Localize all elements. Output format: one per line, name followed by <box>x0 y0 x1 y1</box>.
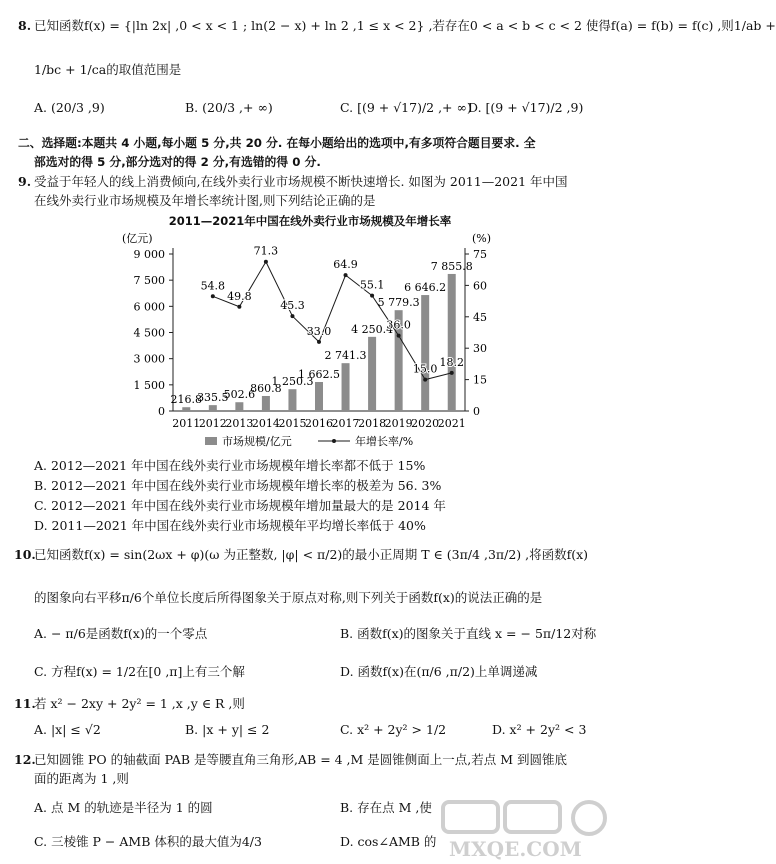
x-tick-label: 2014 <box>251 417 280 430</box>
right-tick-label: 0 <box>473 405 480 418</box>
option-b: B. 存在点 M ,使 <box>340 800 432 815</box>
x-tick-label: 2018 <box>358 417 387 430</box>
growth-point <box>317 340 321 344</box>
question-stem: 若 x² − 2xy + 2y² = 1 ,x ,y ∈ R ,则 <box>34 696 245 711</box>
growth-point <box>211 294 215 298</box>
growth-point <box>370 294 374 298</box>
option-c: C. 三棱锥 P − AMB 体积的最大值为4/3 <box>34 834 262 849</box>
growth-label: 15.0 <box>412 362 438 376</box>
bar <box>368 337 376 411</box>
left-tick-label: 1 500 <box>133 378 165 392</box>
option-d: D. 函数f(x)在(π/6 ,π/2)上单调递减 <box>340 664 538 679</box>
question-number: 8. <box>18 18 32 33</box>
x-tick-label: 2019 <box>384 417 413 430</box>
left-tick-label: 9 000 <box>133 248 165 261</box>
growth-label: 36.0 <box>386 318 411 332</box>
legend-bar-swatch <box>205 437 217 445</box>
x-tick-label: 2011 <box>172 417 201 430</box>
question-stem-cont: 在线外卖行业市场规模及年增长率统计图,则下列结论正确的是 <box>34 193 376 208</box>
watermark-logo <box>441 800 616 860</box>
bar <box>209 405 217 411</box>
legend-line-label: 年增长率/% <box>355 435 414 448</box>
option-b: B. (20/3 ,+ ∞) <box>185 100 273 115</box>
bar-label: 7 855.8 <box>430 259 473 273</box>
bar <box>235 402 243 411</box>
question-stem: 已知函数f(x) = {|ln 2x| ,0 < x < 1 ; ln(2 − x) + ln 2 ,1 ≤ x < 2} ,若存在0 < a < b < c < 2 使得f(a) = f(b) = f(c) ,则1/ab + <box>34 18 776 33</box>
bar-label: 4 250.4 <box>351 322 394 336</box>
bar-label: 860.8 <box>250 381 282 395</box>
left-tick-label: 0 <box>158 405 165 418</box>
x-tick-label: 2016 <box>305 417 333 430</box>
right-axis-label: (%) <box>472 232 492 245</box>
option-d: D. 2011—2021 年中国在线外卖行业市场规模年平均增长率低于 40% <box>34 518 426 533</box>
bar <box>288 389 296 411</box>
question-stem: 受益于年轻人的线上消费倾向,在线外卖行业市场规模不断快速增长. 如图为 2011—2021 年中国 <box>34 174 568 189</box>
growth-label: 55.1 <box>359 278 385 292</box>
option-a: A. 2012—2021 年中国在线外卖行业市场规模年增长率都不低于 15% <box>34 458 426 473</box>
bar <box>448 274 456 411</box>
growth-point <box>397 334 401 338</box>
growth-label: 54.8 <box>200 279 226 293</box>
x-tick-label: 2017 <box>331 417 360 430</box>
growth-label: 71.3 <box>253 244 279 258</box>
bar-label: 6 646.2 <box>404 281 447 295</box>
bar-label: 1 250.3 <box>271 375 314 389</box>
option-a: A. − π/6是函数f(x)的一个零点 <box>34 626 208 641</box>
question-stem: 已知函数f(x) = sin(2ωx + φ)(ω 为正整数, |φ| < π/2)的最小正周期 T ∈ (3π/4 ,3π/2) ,将函数f(x) <box>34 547 589 562</box>
growth-label: 45.3 <box>280 299 305 313</box>
growth-point <box>450 371 454 375</box>
bar-label: 335.5 <box>197 391 229 405</box>
legend-line-marker <box>332 439 336 443</box>
growth-point <box>264 260 268 264</box>
option-c: C. x² + 2y² > 1/2 <box>340 722 447 737</box>
bar-label: 5 779.3 <box>377 296 420 310</box>
left-tick-label: 3 000 <box>133 352 165 366</box>
question-number: 10. <box>14 547 36 562</box>
right-tick-label: 45 <box>473 310 487 324</box>
x-tick-label: 2020 <box>411 417 440 430</box>
question-stem-cont: 面的距离为 1 ,则 <box>34 771 129 786</box>
question-number: 9. <box>18 174 32 189</box>
option-d: D. [(9 + √17)/2 ,9) <box>468 100 584 115</box>
question-number: 12. <box>14 752 36 767</box>
left-tick-label: 6 000 <box>133 300 165 314</box>
bar <box>315 382 323 411</box>
growth-label: 33.0 <box>306 324 332 338</box>
option-a: A. 点 M 的轨迹是半径为 1 的圆 <box>34 800 213 815</box>
section-title: 二、选择题:本题共 4 小题,每小题 5 分,共 20 分. 在每小题给出的选项中,有多项符合题目要求. 全 <box>18 136 536 150</box>
watermark-text: MXQE.COM <box>449 837 582 861</box>
bar <box>342 363 350 411</box>
option-d: D. x² + 2y² < 3 <box>492 722 587 737</box>
question-number: 11. <box>14 696 36 711</box>
x-tick-label: 2012 <box>198 417 227 430</box>
bar-label: 502.6 <box>223 388 256 402</box>
market-chart <box>0 225 620 475</box>
question-stem: 已知圆锥 PO 的轴截面 PAB 是等腰直角三角形,AB = 4 ,M 是圆锥侧面上一点,若点 M 到圆锥底 <box>34 752 568 767</box>
right-tick-label: 30 <box>473 342 487 356</box>
right-tick-label: 15 <box>473 373 487 387</box>
option-a: A. |x| ≤ √2 <box>34 722 101 737</box>
section-title-cont: 部选对的得 5 分,部分选对的得 2 分,有选错的得 0 分. <box>34 155 321 169</box>
growth-point <box>237 305 241 309</box>
bar-label: 216.8 <box>170 393 203 407</box>
option-c: C. [(9 + √17)/2 ,+ ∞) <box>340 100 472 115</box>
bar <box>421 295 429 411</box>
growth-point <box>423 378 427 382</box>
legend-bar-label: 市场规模/亿元 <box>222 435 292 448</box>
chart-title: 2011—2021年中国在线外卖行业市场规模及年增长率 <box>168 214 452 228</box>
question-stem-cont: 1/bc + 1/ca的取值范围是 <box>34 62 182 77</box>
bar-label: 1 662.5 <box>298 367 340 381</box>
growth-label: 49.8 <box>227 289 252 303</box>
right-tick-label: 75 <box>473 248 487 261</box>
option-b: B. |x + y| ≤ 2 <box>185 722 270 737</box>
option-d: D. cos∠AMB 的 <box>340 834 437 849</box>
option-a: A. (20/3 ,9) <box>34 100 105 115</box>
x-tick-label: 2021 <box>437 417 466 430</box>
growth-label: 64.9 <box>333 258 358 272</box>
right-tick-label: 60 <box>473 279 487 293</box>
growth-label: 18.2 <box>439 355 464 369</box>
question-stem-cont: 的图象向右平移π/6个单位长度后所得图象关于原点对称,则下列关于函数f(x)的说法正确的是 <box>34 590 543 605</box>
option-c: C. 2012—2021 年中国在线外卖行业市场规模年增加量最大的是 2014 年 <box>34 498 446 513</box>
left-tick-label: 4 500 <box>133 326 165 340</box>
option-b: B. 2012—2021 年中国在线外卖行业市场规模年增长率的极差为 56. 3% <box>34 478 442 493</box>
x-tick-label: 2015 <box>278 417 307 430</box>
option-b: B. 函数f(x)的图象关于直线 x = − 5π/12对称 <box>340 626 597 641</box>
bar <box>262 396 270 411</box>
growth-point <box>344 273 348 277</box>
option-c: C. 方程f(x) = 1/2在[0 ,π]上有三个解 <box>34 664 245 679</box>
left-tick-label: 7 500 <box>133 274 165 288</box>
growth-point <box>290 314 294 318</box>
left-axis-label: (亿元) <box>122 232 153 245</box>
bar <box>182 407 190 411</box>
bar-label: 2 741.3 <box>324 349 367 363</box>
x-tick-label: 2013 <box>225 417 254 430</box>
